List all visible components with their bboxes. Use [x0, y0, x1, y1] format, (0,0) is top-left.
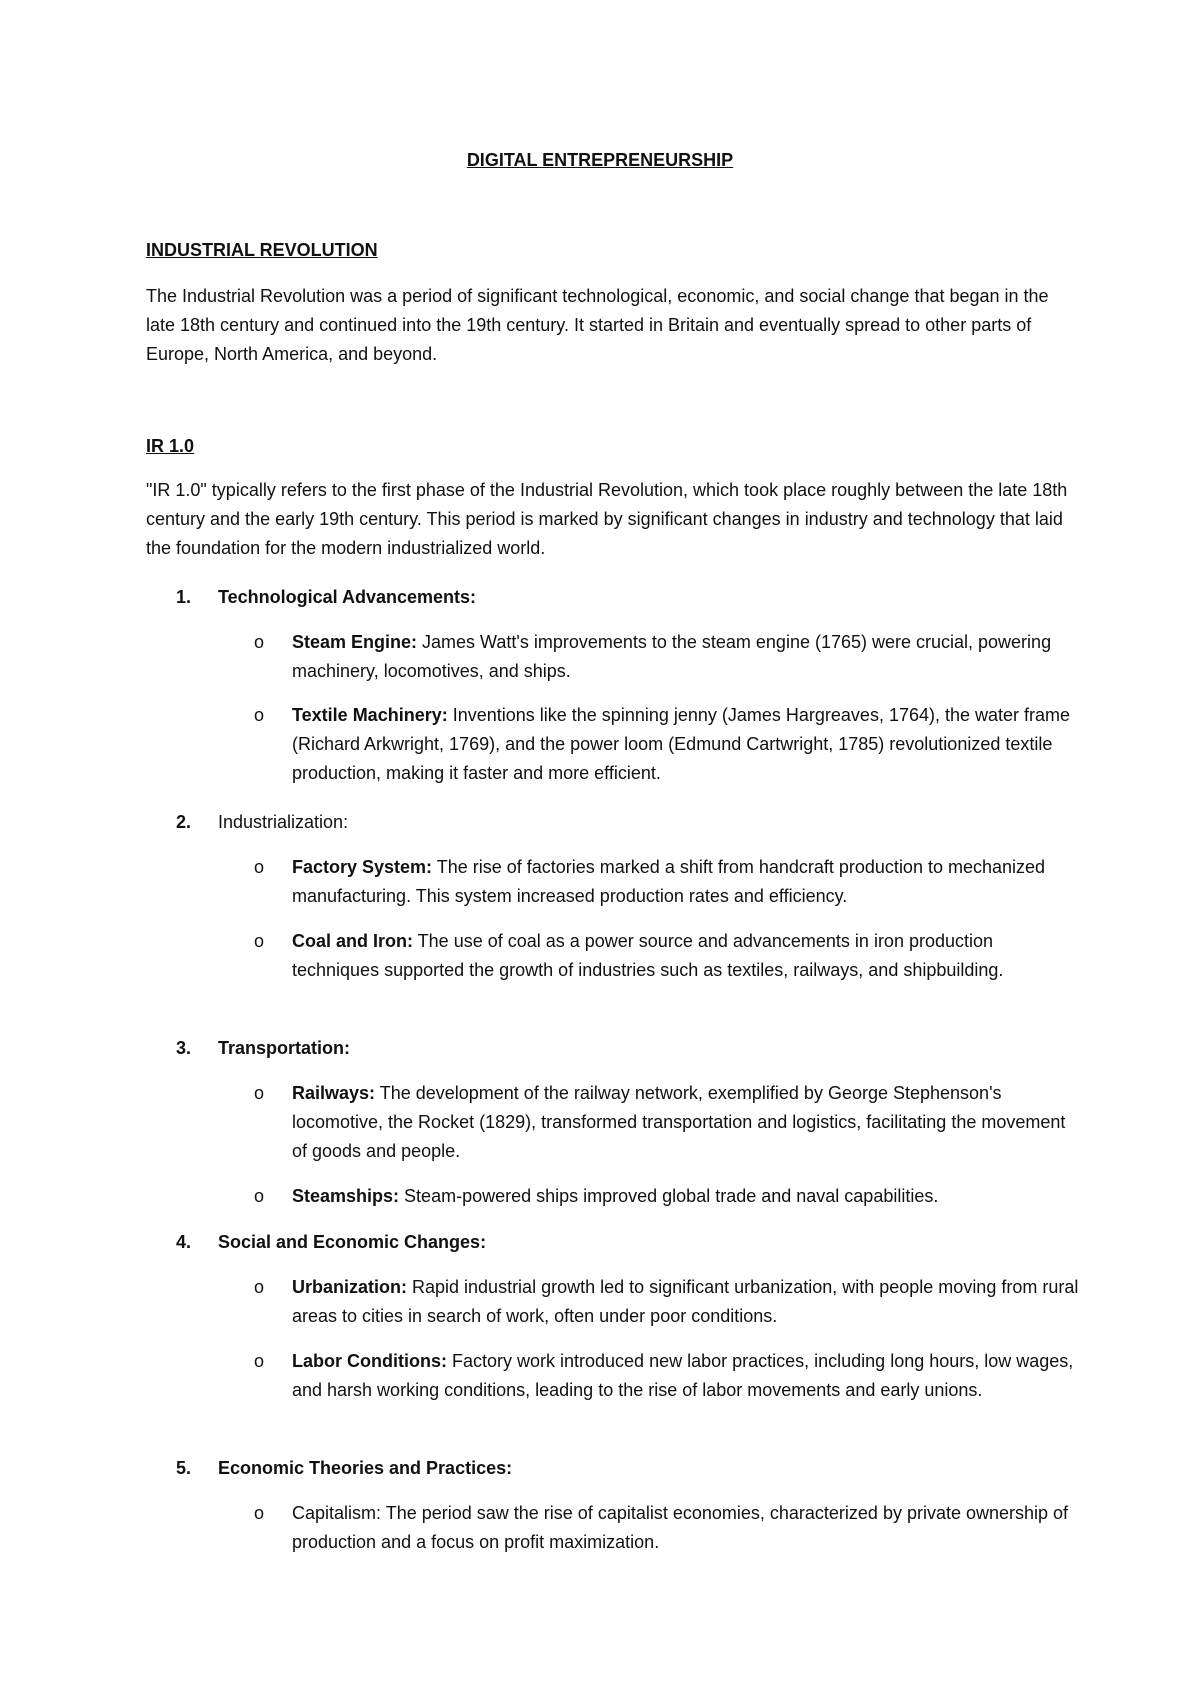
list-label: Economic Theories and Practices: — [218, 1458, 513, 1478]
list-number: 5. — [176, 1458, 192, 1478]
bullet-item — [254, 701, 1084, 788]
bullet-term: Labor Conditions: — [292, 1351, 447, 1371]
bullet-term: Capitalism: — [292, 1503, 382, 1523]
bullet-marker: o — [254, 1503, 265, 1523]
section-paragraph-industrial-revolution: The Industrial Revolution was a period of significant technological, economic, and social change that began in the late 18th century and continued into the 19th century. It started in Britain and eventually spread to other parts of Europe, North America, and beyond. — [146, 286, 1049, 364]
list-number: 1. — [176, 587, 192, 607]
bullet-item — [254, 1079, 1084, 1166]
bullet-marker: o — [254, 1083, 265, 1103]
bullet-text: Inventions like the spinning jenny (James Hargreaves, 1764), the water frame (Richard Arkwright, 1769), and the power loom (Edmund Cartwright, 1785) revolutionized textile production, making it faster and more efficient. — [292, 705, 1071, 783]
bullet-text: The development of the railway network, exemplified by George Stephenson's locomotive, the Rocket (1829), transformed transportation and logistics, facilitating the movement of goods and people. — [292, 1083, 1066, 1161]
bullet-term: Steamships: — [292, 1186, 400, 1206]
list-number: 3. — [176, 1038, 192, 1058]
bullet-item — [254, 927, 1084, 985]
section-heading-industrial-revolution: INDUSTRIAL REVOLUTION — [146, 240, 378, 260]
bullet-item — [254, 853, 1084, 911]
bullet-text: The rise of factories marked a shift from handcraft production to mechanized manufacturing. This system increased production rates and efficiency. — [292, 857, 1046, 906]
bullet-marker: o — [254, 705, 265, 725]
list-item-5 — [176, 1454, 512, 1483]
bullet-item — [254, 1273, 1084, 1331]
list-label: Transportation: — [218, 1038, 351, 1058]
bullet-term: Textile Machinery: — [292, 705, 448, 725]
bullet-text: Steam-powered ships improved global trade and naval capabilities. — [399, 1186, 939, 1206]
list-label: Industrialization: — [218, 812, 349, 832]
bullet-marker: o — [254, 857, 265, 877]
bullet-item — [254, 1347, 1084, 1405]
bullet-text: James Watt's improvements to the steam engine (1765) were crucial, powering machinery, locomotives, and ships. — [292, 632, 1052, 681]
list-number: 2. — [176, 812, 192, 832]
bullet-text: The use of coal as a power source and advancements in iron production techniques supported the growth of industries such as textiles, railways, and shipbuilding. — [292, 931, 1004, 980]
bullet-marker: o — [254, 1351, 265, 1371]
list-item-1 — [176, 583, 476, 612]
section-paragraph-ir-1-0: "IR 1.0" typically refers to the first phase of the Industrial Revolution, which took place roughly between the late 18th century and the early 19th century. This period is marked by significant changes in industry and technology that laid the foundation for the modern industrialized world. — [146, 480, 1068, 558]
list-item-4 — [176, 1228, 486, 1257]
bullet-marker: o — [254, 1277, 265, 1297]
bullet-text: The period saw the rise of capitalist economies, characterized by private ownership of production and a focus on profit maximization. — [292, 1503, 1069, 1552]
list-label: Technological Advancements: — [218, 587, 477, 607]
bullet-term: Railways: — [292, 1083, 376, 1103]
section-heading-ir-1-0: IR 1.0 — [146, 436, 195, 456]
bullet-term: Coal and Iron: — [292, 931, 413, 951]
list-label: Social and Economic Changes: — [218, 1232, 487, 1252]
list-item-3 — [176, 1034, 350, 1063]
bullet-marker: o — [254, 1186, 265, 1206]
bullet-term: Urbanization: — [292, 1277, 407, 1297]
list-item-2 — [176, 808, 348, 837]
bullet-marker: o — [254, 931, 265, 951]
bullet-term: Factory System: — [292, 857, 433, 877]
bullet-marker: o — [254, 632, 265, 652]
list-number: 4. — [176, 1232, 192, 1252]
bullet-item — [254, 1499, 1084, 1557]
bullet-item — [254, 628, 1084, 686]
bullet-item — [254, 1182, 1084, 1211]
bullet-text: Rapid industrial growth led to significant urbanization, with people moving from rural areas to cities in search of work, often under poor conditions. — [292, 1277, 1079, 1326]
document-title: DIGITAL ENTREPRENEURSHIP — [466, 150, 734, 170]
bullet-text: Factory work introduced new labor practices, including long hours, low wages, and harsh working conditions, leading to the rise of labor movements and early unions. — [292, 1351, 1074, 1400]
bullet-term: Steam Engine: — [292, 632, 418, 652]
